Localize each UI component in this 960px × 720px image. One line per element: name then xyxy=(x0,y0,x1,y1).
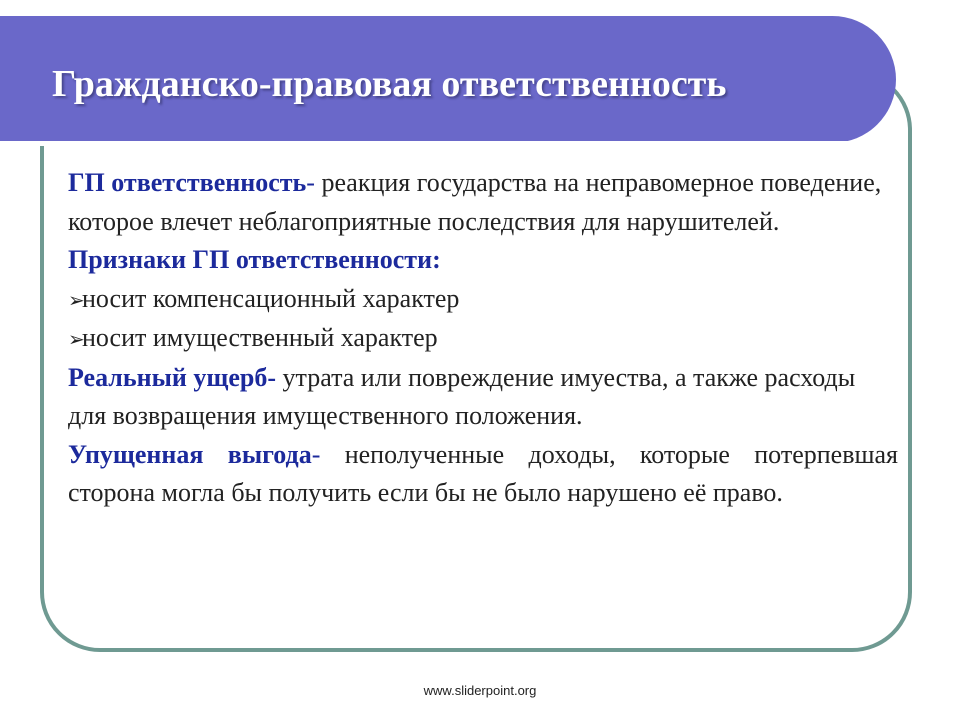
arrow-bullet-icon: ➢ xyxy=(68,287,85,312)
real-damage-paragraph xyxy=(68,359,898,436)
definition-term: ГП ответственность xyxy=(68,168,307,197)
lost-profit-paragraph xyxy=(68,436,898,513)
definition-dash: - xyxy=(306,168,315,197)
real-damage-term: Реальный ущерб- xyxy=(68,362,277,392)
real-damage-text: утрата или повреждение имуества, а также расходы для возвращения имущественного положения. xyxy=(68,362,856,430)
list-item xyxy=(68,319,898,359)
arrow-bullet-icon: ➢ xyxy=(68,327,85,351)
title-underline xyxy=(0,141,848,146)
lost-profit-term: Упущенная выгода xyxy=(68,439,312,469)
slide-content xyxy=(68,164,898,513)
title-bar xyxy=(0,16,896,143)
lost-profit-text: неполученные доходы, которые потерпевшая сторона могла бы получить если бы не было нарушено её право. xyxy=(68,439,898,507)
list-item xyxy=(68,280,898,320)
definition-paragraph xyxy=(68,164,898,241)
definition-text: реакция государства на неправомерное поведение, которое влечет неблагоприятные последствия для нарушителей. xyxy=(68,168,882,236)
slide-title: Гражданско-правовая ответственность xyxy=(52,63,727,105)
sign-text: носит имущественный характер xyxy=(82,323,438,352)
footer-url: www.sliderpoint.org xyxy=(423,683,537,698)
signs-heading: Признаки ГП ответственности: xyxy=(68,245,441,274)
lost-profit-dash: - xyxy=(311,439,321,469)
sign-text: носит компенсационный характер xyxy=(82,283,460,313)
